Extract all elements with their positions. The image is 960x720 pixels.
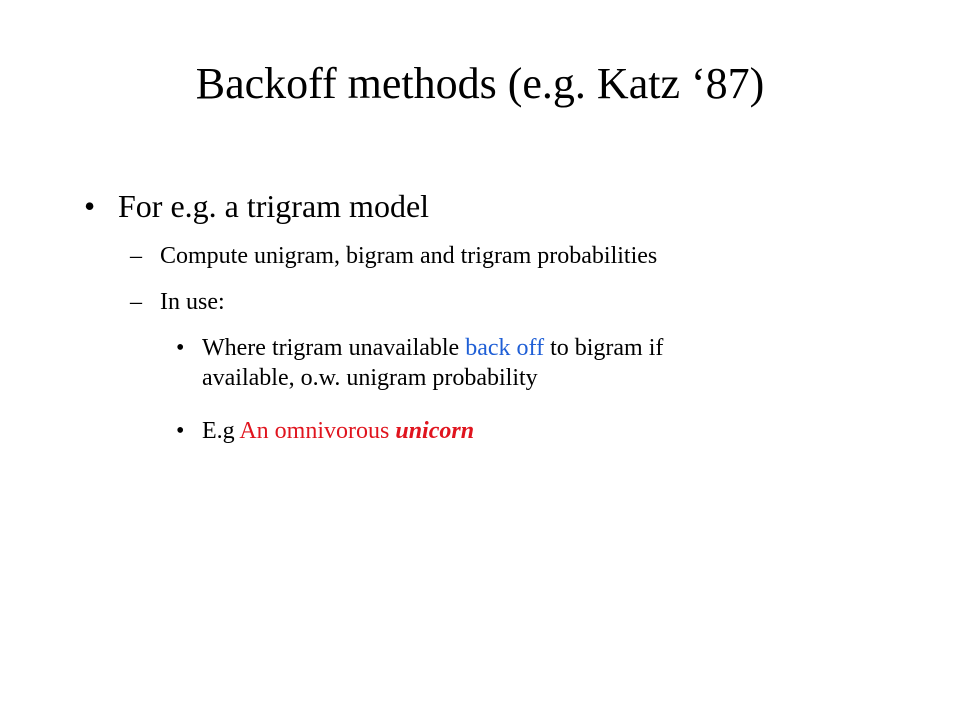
bullet-level1 xyxy=(84,186,429,226)
sub-bullet-text: In use: xyxy=(160,289,225,315)
backoff-text-line2: available, o.w. unigram probability xyxy=(202,365,538,391)
sub-bullet-compute xyxy=(130,241,657,271)
example-prefix: E.g xyxy=(202,418,240,444)
backoff-text-after: to bigram if xyxy=(544,335,664,361)
backoff-text-before: Where trigram unavailable xyxy=(202,335,466,361)
example-red-text: An omnivorous xyxy=(239,418,396,444)
sub-bullet-in-use xyxy=(130,287,225,317)
sub-bullet-text: Compute unigram, bigram and trigram probabilities xyxy=(160,243,658,269)
bullet-marker: • xyxy=(84,188,96,224)
backoff-highlight: back off xyxy=(465,335,545,361)
example-emphasis: unicorn xyxy=(395,418,475,444)
dash-marker: – xyxy=(130,243,142,269)
bullet-marker: • xyxy=(176,418,185,444)
sub-sub-bullet-example xyxy=(176,416,474,446)
sub-sub-bullet-backoff xyxy=(176,333,663,363)
sub-sub-bullet-backoff-line2 xyxy=(176,363,538,393)
bullet-marker: • xyxy=(176,335,185,361)
dash-marker: – xyxy=(130,289,142,315)
slide-title: Backoff methods (e.g. Katz ‘87) xyxy=(195,59,765,108)
bullet-text: For e.g. a trigram model xyxy=(118,188,430,224)
